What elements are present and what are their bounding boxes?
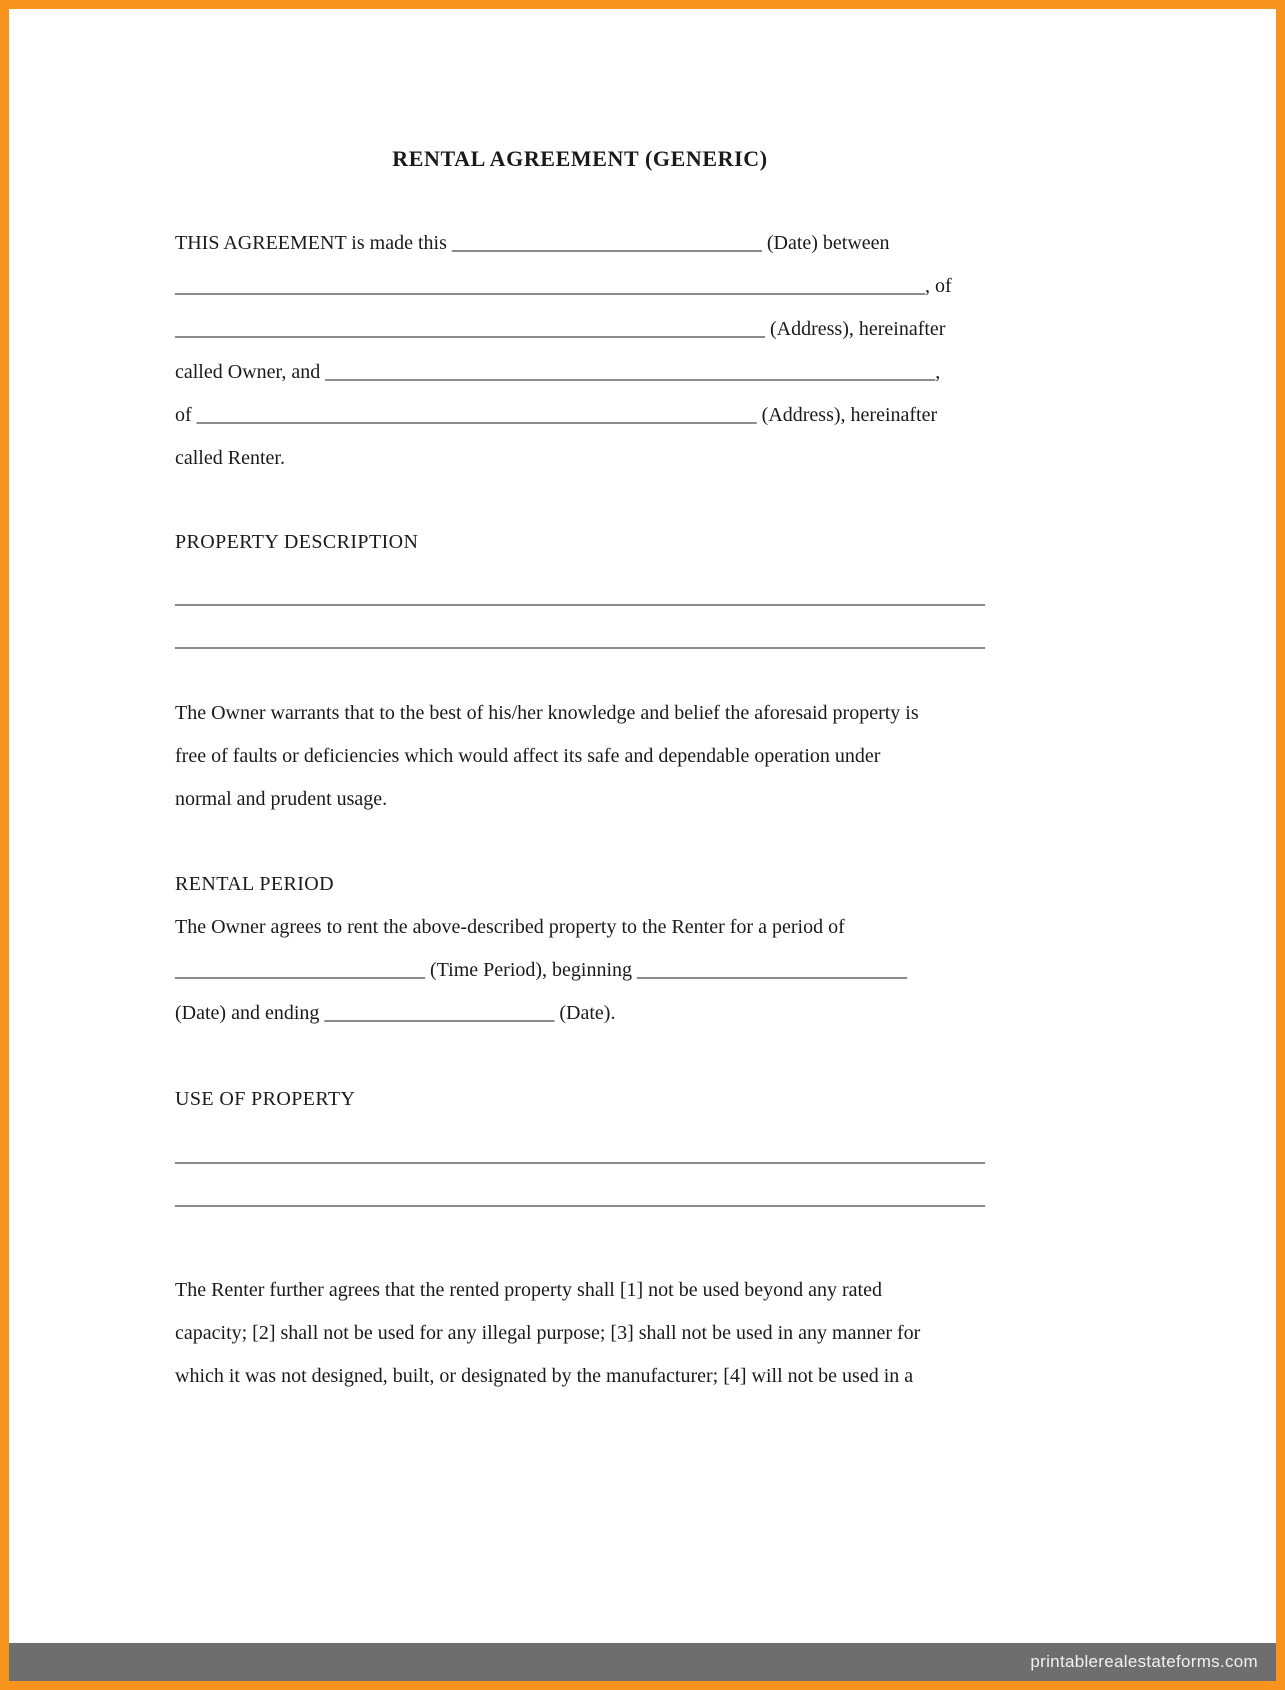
section-heading-use-of-property: USE OF PROPERTY (175, 1088, 356, 1110)
property-description-blank-lines (175, 576, 1276, 662)
paragraph-line: normal and prudent usage. (175, 788, 388, 810)
owner-warranty-paragraph (175, 692, 1276, 821)
intro-line: of ________________________________________________________ (Address), hereinafter (175, 404, 938, 426)
paragraph-line: capacity; [2] shall not be used for any illegal purpose; [3] shall not be used in any manner for (175, 1322, 921, 1344)
rental-period-paragraph (175, 906, 1276, 1035)
fill-in-blank-line: _________________________________________________________________________________ (175, 586, 985, 608)
footer-site-text: printablerealestateforms.com (1030, 1652, 1258, 1671)
intro-line: called Renter. (175, 447, 285, 469)
intro-line: THIS AGREEMENT is made this _______________________________ (Date) between (175, 232, 890, 254)
paragraph-line: The Renter further agrees that the rented property shall [1] not be used beyond any rated (175, 1279, 882, 1301)
use-of-property-blank-lines (175, 1134, 1276, 1220)
agreement-intro-paragraph (175, 222, 1276, 480)
intro-line: ___________________________________________________________________________, of (175, 275, 952, 297)
intro-line: called Owner, and _____________________________________________________________, (175, 361, 941, 383)
renter-agreement-paragraph (175, 1269, 1276, 1398)
fill-in-blank-line: _________________________________________________________________________________ (175, 1187, 985, 1209)
paragraph-line: (Date) and ending _______________________ (Date). (175, 1002, 616, 1024)
paragraph-line: The Owner agrees to rent the above-described property to the Renter for a period of (175, 916, 845, 938)
section-heading-rental-period: RENTAL PERIOD (175, 873, 334, 895)
paragraph-line: _________________________ (Time Period), beginning ___________________________ (175, 959, 908, 981)
paragraph-line: free of faults or deficiencies which would affect its safe and dependable operation under (175, 745, 881, 767)
fill-in-blank-line: _________________________________________________________________________________ (175, 1144, 985, 1166)
paragraph-line: which it was not designed, built, or designated by the manufacturer; [4] will not be used in a (175, 1365, 914, 1387)
footer-bar (9, 1643, 1276, 1681)
section-heading-property-description: PROPERTY DESCRIPTION (175, 531, 419, 553)
intro-line: ___________________________________________________________ (Address), hereinafter (175, 318, 946, 340)
document-title: RENTAL AGREEMENT (GENERIC) (392, 146, 768, 171)
fill-in-blank-line: _________________________________________________________________________________ (175, 629, 985, 651)
document-content (9, 9, 1276, 1643)
paragraph-line: The Owner warrants that to the best of his/her knowledge and belief the aforesaid property is (175, 702, 919, 724)
